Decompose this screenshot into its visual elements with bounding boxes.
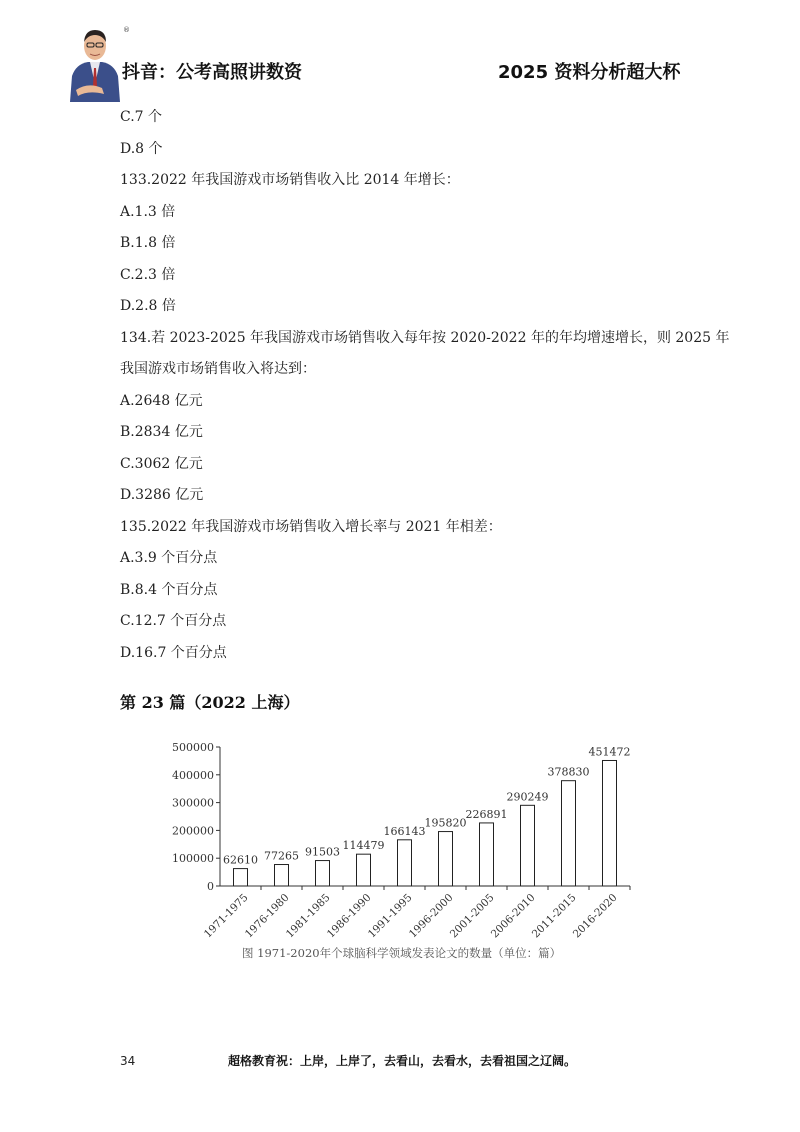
option-line: D.2.8 倍	[120, 298, 176, 314]
bar-value-label: 290249	[506, 790, 549, 804]
bar-value-label: 226891	[465, 807, 508, 821]
bar-value-label: 62610	[223, 853, 258, 867]
bar-value-label: 195820	[424, 816, 467, 830]
header-right-title: 2025 资料分析超大杯	[498, 62, 681, 83]
x-tick-label: 1996-2000	[406, 891, 456, 941]
question-134-cont: 我国游戏市场销售收入将达到：	[120, 361, 316, 377]
bar	[562, 781, 576, 886]
bar-value-label: 114479	[342, 839, 385, 853]
y-tick-label: 300000	[172, 796, 214, 810]
bar	[521, 805, 535, 886]
x-tick-label: 2016-2020	[570, 891, 620, 941]
bar	[439, 832, 453, 886]
x-tick-label: 1986-1990	[324, 891, 374, 941]
bar	[357, 854, 371, 886]
option-line: B.8.4 个百分点	[120, 582, 218, 598]
y-tick-label: 100000	[172, 852, 214, 866]
option-line: B.2834 亿元	[120, 424, 203, 440]
y-tick-label: 400000	[172, 768, 214, 782]
option-line: A.1.3 倍	[120, 204, 176, 220]
option-line: D.16.7 个百分点	[120, 645, 227, 661]
x-tick-label: 1971-1975	[201, 891, 251, 941]
x-tick-label: 2006-2010	[488, 891, 538, 941]
bar	[316, 861, 330, 886]
bar	[398, 840, 412, 886]
option-line: C.7 个	[120, 109, 163, 125]
bar-chart	[160, 738, 640, 944]
section-title: 第 23 篇（2022 上海）	[120, 693, 300, 712]
bar-value-label: 451472	[588, 745, 631, 759]
option-line: C.2.3 倍	[120, 267, 176, 283]
x-tick-label: 2001-2005	[447, 891, 497, 941]
footer-slogan: 超格教育祝：上岸，上岸了，去看山，去看水，去看祖国之辽阔。	[228, 1054, 577, 1068]
y-tick-label: 0	[207, 880, 214, 893]
registered-mark: ®	[123, 26, 130, 34]
option-line: A.3.9 个百分点	[120, 550, 218, 566]
bar	[234, 869, 248, 886]
option-line: D.3286 亿元	[120, 487, 204, 503]
bar	[603, 760, 617, 886]
question-135: 135.2022 年我国游戏市场销售收入增长率与 2021 年相差：	[120, 519, 502, 535]
bar-value-label: 166143	[383, 824, 426, 838]
y-tick-label: 500000	[172, 741, 214, 754]
option-line: A.2648 亿元	[120, 393, 203, 409]
question-133: 133.2022 年我国游戏市场销售收入比 2014 年增长：	[120, 172, 460, 188]
y-tick-label: 200000	[172, 824, 214, 838]
option-line: D.8 个	[120, 141, 163, 157]
option-line: B.1.8 倍	[120, 235, 176, 251]
bar-value-label: 91503	[305, 845, 340, 859]
option-line: C.12.7 个百分点	[120, 613, 227, 629]
x-tick-label: 1981-1985	[283, 891, 333, 941]
header-left-title: 抖音：公考高照讲数资	[122, 62, 302, 83]
bar	[480, 823, 494, 886]
x-tick-label: 2011-2015	[529, 891, 579, 941]
bar-value-label: 378830	[547, 765, 590, 779]
page-number: 34	[120, 1054, 136, 1068]
x-tick-label: 1976-1980	[242, 891, 292, 941]
author-photo	[68, 24, 122, 102]
question-134: 134.若 2023-2025 年我国游戏市场销售收入每年按 2020-2022 年的年均增速增长，则 2025 年	[120, 330, 730, 346]
x-tick-label: 1991-1995	[365, 891, 415, 941]
bar-value-label: 77265	[264, 849, 299, 863]
chart-caption: 图 1971-2020年个球脑科学领域发表论文的数量（单位：篇）	[242, 946, 562, 960]
option-line: C.3062 亿元	[120, 456, 203, 472]
bar	[275, 865, 289, 886]
